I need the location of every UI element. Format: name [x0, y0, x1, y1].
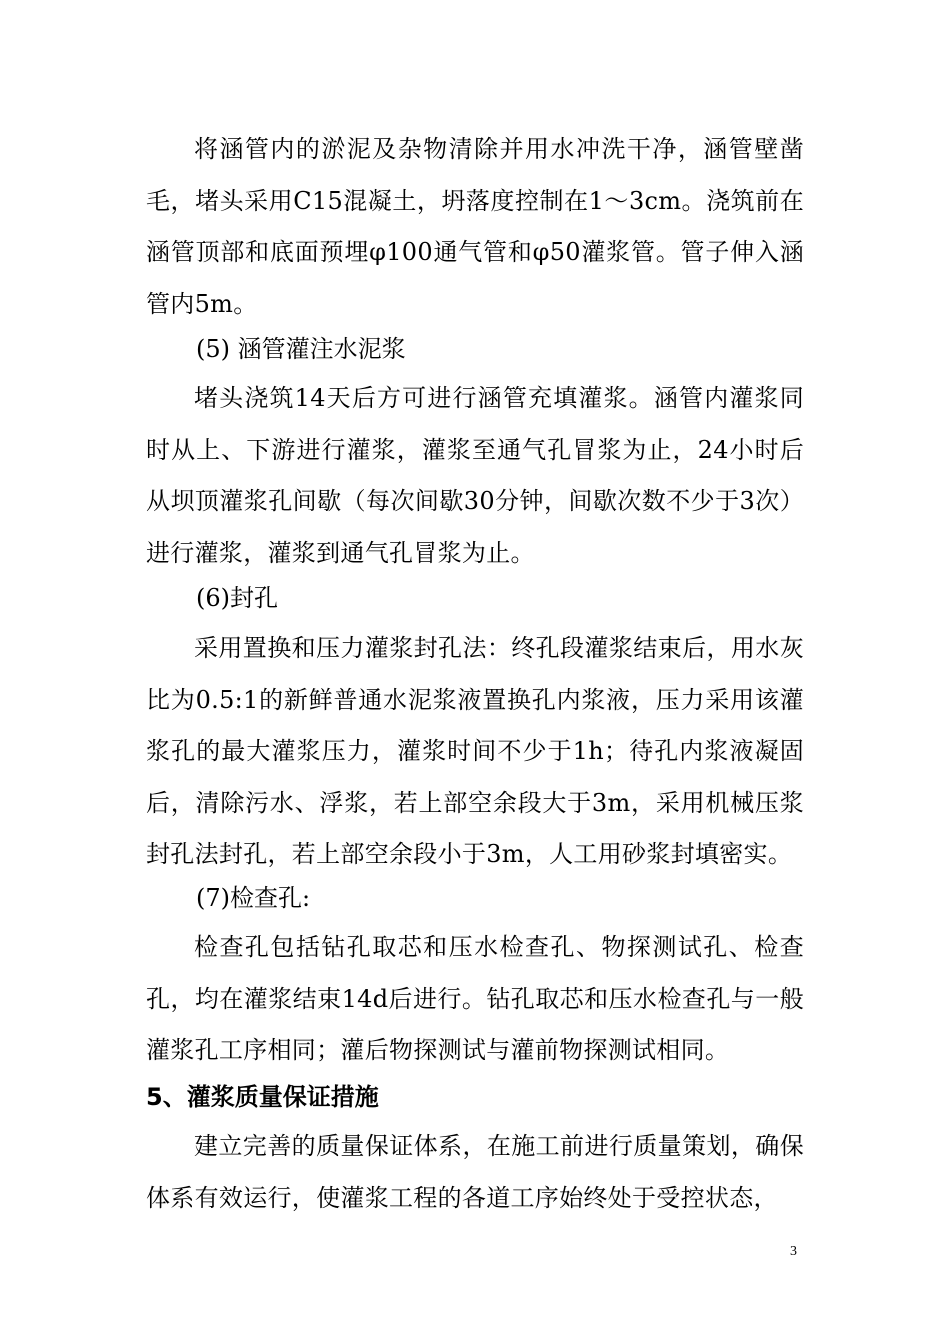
section-heading-quality: 5、灌浆质量保证措施: [146, 1083, 379, 1111]
page-number: 3: [790, 1244, 797, 1259]
subheading-culvert-grouting: (5) 涵管灌注水泥浆: [196, 335, 406, 363]
subheading-hole-sealing: (6)封孔: [196, 584, 278, 612]
paragraph-culvert-cleaning: 将涵管内的淤泥及杂物清除并用水冲洗干净，涵管壁凿毛，堵头采用C15混凝土，坍落度控制在1～3cm。浇筑前在涵管顶部和底面预埋φ100通气管和φ50灌浆管。管子伸入涵管内5m。: [146, 135, 804, 318]
paragraph-culvert-grouting: 堵头浇筑14天后方可进行涵管充填灌浆。涵管内灌浆同时从上、下游进行灌浆，灌浆至通气孔冒浆为止，24小时后从坝顶灌浆孔间歇（每次间歇30分钟，间歇次数不少于3次）进行灌浆，灌浆到通气孔冒浆为止。: [146, 384, 804, 567]
paragraph-inspection-holes: 检查孔包括钻孔取芯和压水检查孔、物探测试孔、检查孔，均在灌浆结束14d后进行。钻孔取芯和压水检查孔与一般灌浆孔工序相同；灌后物探测试与灌前物探测试相同。: [146, 933, 804, 1064]
subheading-inspection-holes: (7)检查孔:: [196, 884, 311, 912]
paragraph-quality-assurance: 建立完善的质量保证体系，在施工前进行质量策划，确保体系有效运行，使灌浆工程的各道工序始终处于受控状态，: [146, 1132, 804, 1212]
paragraph-hole-sealing: 采用置换和压力灌浆封孔法：终孔段灌浆结束后，用水灰比为0.5:1的新鲜普通水泥浆液置换孔内浆液，压力采用该灌浆孔的最大灌浆压力，灌浆时间不少于1h；待孔内浆液凝固后，清除污水、浮浆，若上部空余段大于3m，采用机械压浆封孔法封孔，若上部空余段小于3m，人工用砂浆封填密实。: [146, 634, 804, 868]
